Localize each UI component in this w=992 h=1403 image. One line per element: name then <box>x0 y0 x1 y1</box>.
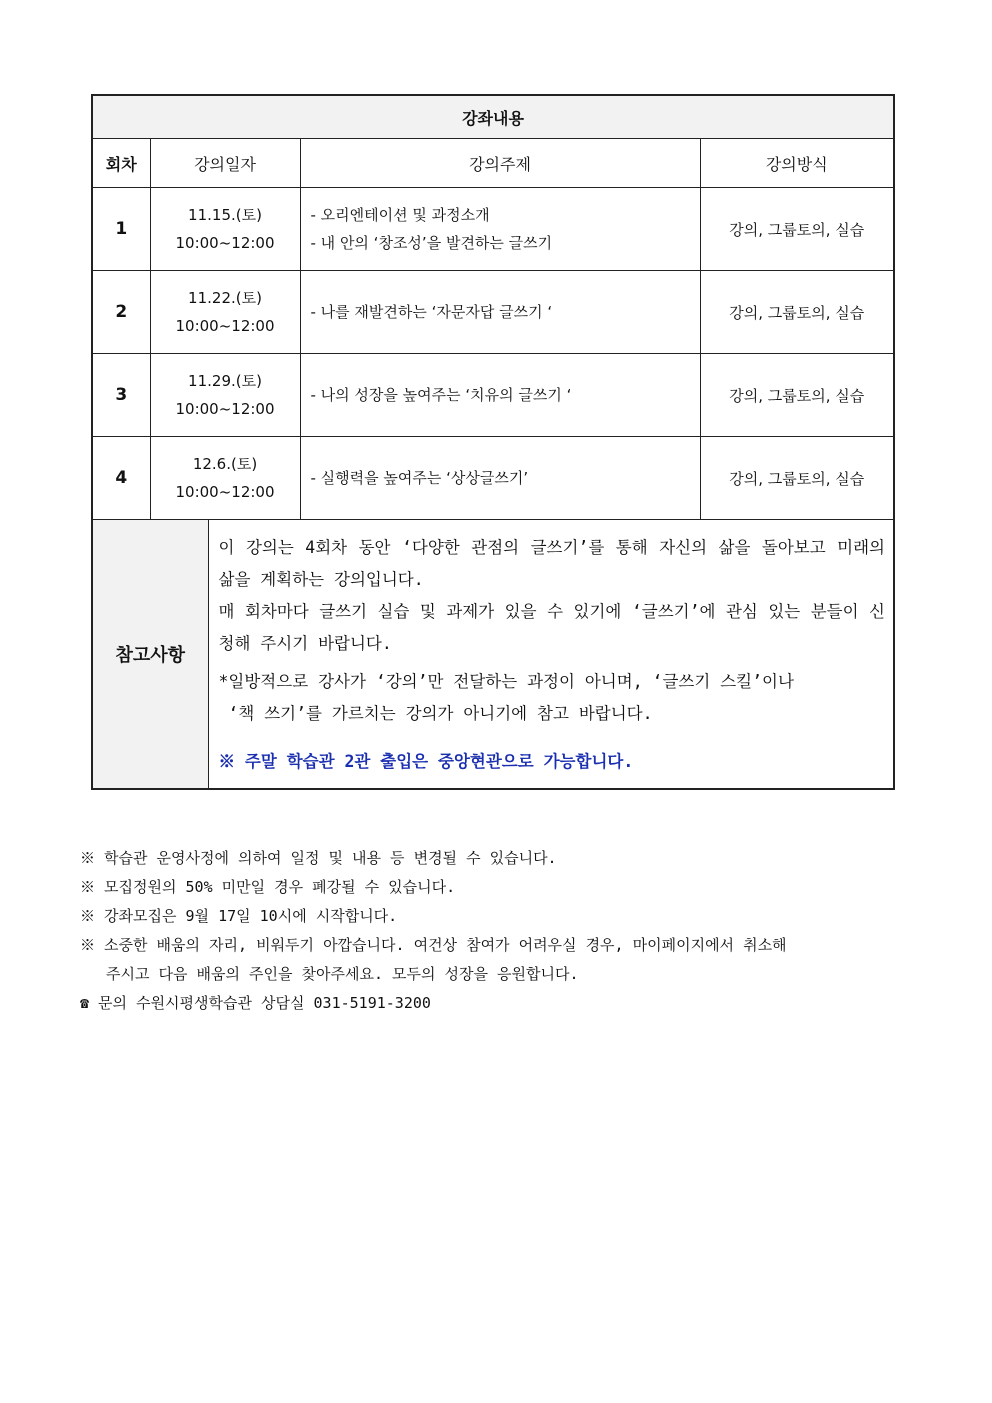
session-method: 강의, 그룹토의, 실습 <box>700 437 894 520</box>
session-day: 11.15.(토) <box>188 206 262 224</box>
table-row <box>92 271 894 354</box>
header-method: 강의방식 <box>700 139 894 188</box>
session-day: 11.22.(토) <box>188 289 262 307</box>
session-method: 강의, 그룹토의, 실습 <box>700 271 894 354</box>
session-method: 강의, 그룹토의, 실습 <box>700 354 894 437</box>
header-session: 회차 <box>92 139 150 188</box>
session-day: 11.29.(토) <box>188 372 262 390</box>
notes-body <box>208 520 894 790</box>
session-number: 1 <box>92 188 150 271</box>
session-day: 12.6.(토) <box>192 455 258 473</box>
note-paragraph: ‘책 쓰기’를 가르치는 강의가 아니기에 참고 바랍니다. <box>218 704 653 723</box>
session-time: 10:00~12:00 <box>175 234 275 252</box>
notice-item: ※ 강좌모집은 9월 17일 10시에 시작합니다. <box>80 907 398 925</box>
notes-row <box>92 520 894 790</box>
session-date <box>150 271 300 354</box>
session-method: 강의, 그룹토의, 실습 <box>700 188 894 271</box>
topic-line: - 오리엔테이션 및 과정소개 <box>310 206 490 224</box>
session-topic <box>300 437 700 520</box>
note-paragraph: 매 회차마다 글쓰기 실습 및 과제가 있을 수 있기에 ‘글쓰기’에 관심 있는 분들이 신청해 주시기 바랍니다. <box>218 602 885 653</box>
session-number: 4 <box>92 437 150 520</box>
session-time: 10:00~12:00 <box>175 400 275 418</box>
notice-item: 주시고 다음 배움의 주인을 찾아주세요. 모두의 성장을 응원합니다. <box>106 965 579 983</box>
topic-line: - 나의 성장을 높여주는 ‘치유의 글쓰기 ‘ <box>310 386 572 404</box>
course-content-table <box>91 94 895 790</box>
topic-line: - 실행력을 높여주는 ‘상상글쓰기’ <box>310 469 529 487</box>
session-date <box>150 354 300 437</box>
session-topic <box>300 188 700 271</box>
notes-label: 참고사항 <box>92 520 208 790</box>
note-paragraph: 이 강의는 4회차 동안 ‘다양한 관점의 글쓰기’를 통해 자신의 삶을 돌아보고 미래의 삶을 계획하는 강의입니다. <box>218 538 885 589</box>
session-number: 3 <box>92 354 150 437</box>
note-paragraph: *일방적으로 강사가 ‘강의’만 전달하는 과정이 아니며, ‘글쓰기 스킬’이나 <box>218 672 794 691</box>
session-topic <box>300 354 700 437</box>
table-row <box>92 437 894 520</box>
notice-item: ※ 소중한 배움의 자리, 비워두기 아깝습니다. 여건상 참여가 어려우실 경우, 마이페이지에서 취소해 <box>80 936 787 954</box>
notice-list <box>80 844 920 1018</box>
topic-line: - 나를 재발견하는 ‘자문자답 글쓰기 ‘ <box>310 303 553 321</box>
session-date <box>150 188 300 271</box>
session-date <box>150 437 300 520</box>
header-date: 강의일자 <box>150 139 300 188</box>
entrance-notice: ※ 주말 학습관 2관 출입은 중앙현관으로 가능합니다. <box>218 752 634 771</box>
table-title: 강좌내용 <box>92 95 894 139</box>
notice-item: ※ 모집정원의 50% 미만일 경우 폐강될 수 있습니다. <box>80 878 456 896</box>
topic-line: - 내 안의 ‘창조성’을 발견하는 글쓰기 <box>310 234 553 252</box>
session-time: 10:00~12:00 <box>175 483 275 501</box>
header-topic: 강의주제 <box>300 139 700 188</box>
session-time: 10:00~12:00 <box>175 317 275 335</box>
notice-item: ※ 학습관 운영사정에 의하여 일정 및 내용 등 변경될 수 있습니다. <box>80 849 557 867</box>
session-number: 2 <box>92 271 150 354</box>
contact-info: ☎ 문의 수원시평생학습관 상담실 031-5191-3200 <box>80 994 431 1012</box>
table-row <box>92 188 894 271</box>
session-topic <box>300 271 700 354</box>
table-row <box>92 354 894 437</box>
